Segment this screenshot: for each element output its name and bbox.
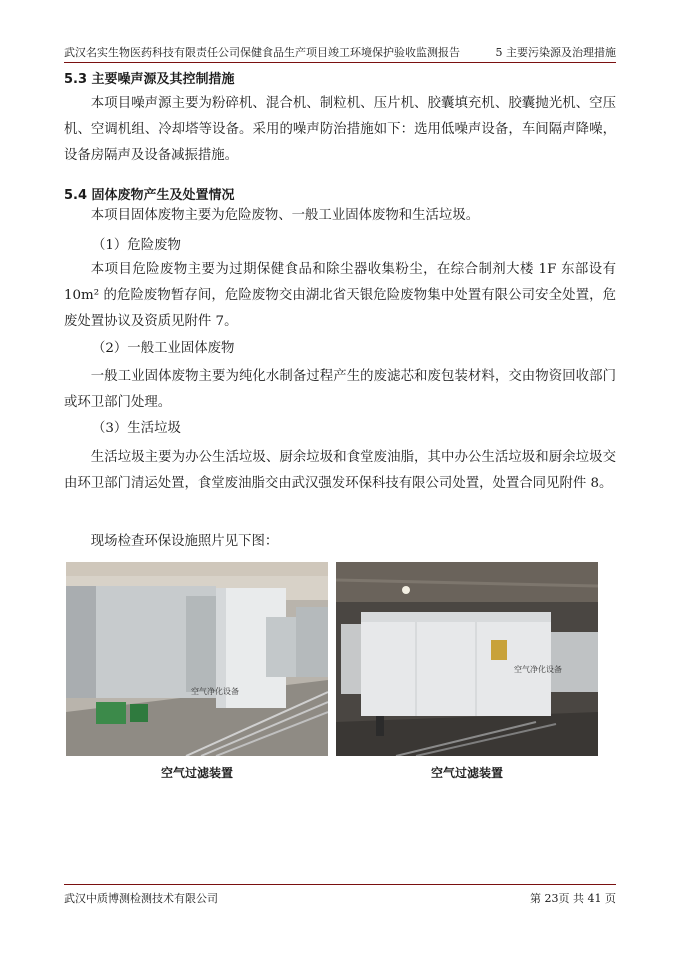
section-5-3-title: 5.3 主要噪声源及其控制措施 <box>64 72 235 87</box>
unit-label-1: 空气净化设备 <box>191 687 239 696</box>
photo-1-caption: 空气过滤装置 <box>160 766 233 780</box>
photo-air-filter-1 <box>66 562 328 756</box>
general-waste-paragraph: 一般工业固体废物主要为纯化水制备过程产生的废滤芯和废包装材料，交由物资回收部门或环卫部门处理。 <box>64 369 616 410</box>
domestic-waste-label: （3）生活垃圾 <box>92 421 181 436</box>
photo-air-filter-2 <box>336 562 598 756</box>
page-footer <box>64 890 616 906</box>
page-header <box>64 40 616 60</box>
footer-page-number: 第 23页 共 41 页 <box>530 892 616 905</box>
hazardous-waste-paragraph: 本项目危险废物主要为过期保健食品和除尘器收集粉尘，在综合制剂大楼 1F 东部设有 10m² 的危险废物暂存间，危险废物交由湖北省天银危险废物集中处置有限公司安全处置，危废处置协议及资质见附件 7。 <box>64 262 616 329</box>
footer-company: 武汉中质博测检测技术有限公司 <box>64 892 218 905</box>
domestic-waste-paragraph: 生活垃圾主要为办公生活垃圾、厨余垃圾和食堂废油脂，其中办公生活垃圾和厨余垃圾交由环卫部门清运处置，食堂废油脂交由武汉强发环保科技有限公司处置，处置合同见附件 8。 <box>64 450 616 491</box>
general-waste-label: （2）一般工业固体废物 <box>92 341 235 356</box>
section-5-4-title: 5.4 固体废物产生及处置情况 <box>64 188 235 203</box>
unit-label-2: 空气净化设备 <box>514 665 562 674</box>
hazardous-waste-label: （1）危险废物 <box>92 238 181 253</box>
footer-divider <box>64 884 616 885</box>
header-chapter: 5 主要污染源及治理措施 <box>495 46 616 59</box>
photo-2-caption: 空气过滤装置 <box>430 766 503 780</box>
section-5-3-paragraph: 本项目噪声源主要为粉碎机、混合机、制粒机、压片机、胶囊填充机、胶囊抛光机、空压机、空调机组、冷却塔等设备。采用的噪声防治措施如下：选用低噪声设备，车间隔声降噪，设备房隔声及设备减振措施。 <box>64 96 616 163</box>
photos-intro: 现场检查环保设施照片见下图： <box>90 534 279 549</box>
header-divider <box>64 62 616 63</box>
header-report-title: 武汉名实生物医药科技有限责任公司保健食品生产项目竣工环境保护验收监测报告 <box>64 46 460 59</box>
section-5-4-intro: 本项目固体废物主要为危险废物、一般工业固体废物和生活垃圾。 <box>90 208 480 223</box>
